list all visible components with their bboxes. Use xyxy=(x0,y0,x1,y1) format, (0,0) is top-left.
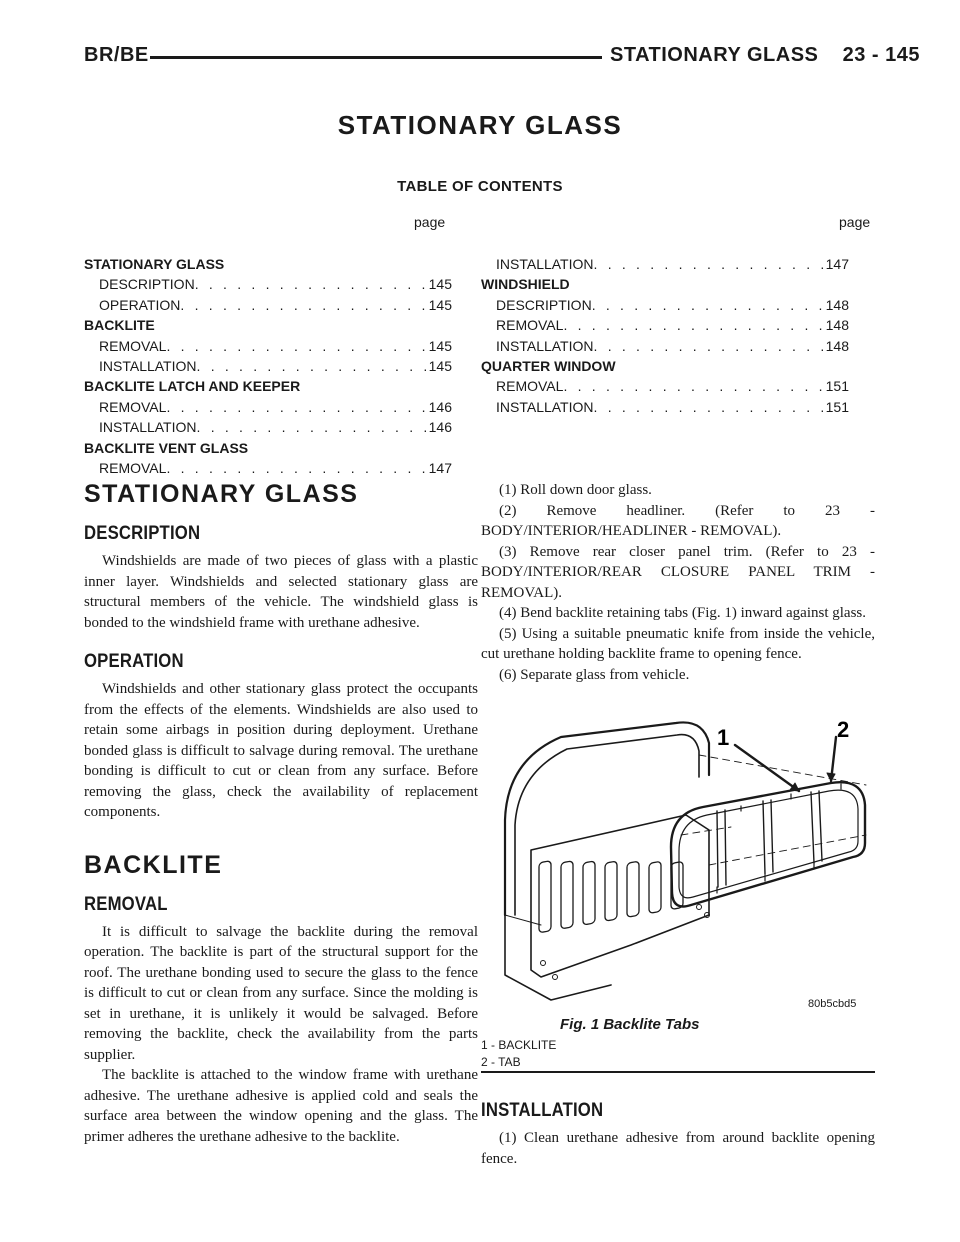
description-paragraph: Windshields are made of two pieces of glass with a plastic inner layer. Windshields and selected stationary glass are structural members of the vehicle. The windshield glass is bonded to the windshield frame with urethane adhesive. xyxy=(84,553,478,631)
installation-step: (1) Clean urethane adhesive from around backlite opening fence. xyxy=(481,1130,875,1167)
figure-legend-2: 2 - TAB xyxy=(481,1055,521,1069)
toc-column-right xyxy=(481,254,849,417)
removal-step: (6) Separate glass from vehicle. xyxy=(499,666,690,683)
toc-heading[interactable]: BACKLITE xyxy=(84,317,155,334)
toc-entry[interactable]: INSTALLATION . . . 147 xyxy=(481,254,849,274)
toc-entry[interactable]: REMOVAL . . . 146 xyxy=(84,397,452,417)
removal-step: (1) Roll down door glass. xyxy=(499,482,652,498)
toc-column-left xyxy=(84,254,452,478)
removal-paragraph-2: The backlite is attached to the window frame with urethane adhesive. The urethane adhesive is applied cold and seals the surface area between the window opening and the glass. The primer adheres the urethane adhesive to the backlite. xyxy=(84,1067,478,1145)
callout-1: 1 xyxy=(717,725,730,750)
figure-code: 80b5cbd5 xyxy=(808,998,857,1010)
body-column-right xyxy=(481,480,875,685)
toc-entry[interactable]: INSTALLATION . . . 151 xyxy=(481,397,849,417)
removal-step: (3) Remove rear closer panel trim. (Refer to 23 - BODY/INTERIOR/REAR CLOSURE PANEL TRIM - REMOVAL). xyxy=(481,543,875,601)
removal-step: (5) Using a suitable pneumatic knife from inside the vehicle, cut urethane holding backlite frame to opening fence. xyxy=(481,625,875,662)
figure-rule xyxy=(481,1071,875,1073)
toc-entry[interactable]: INSTALLATION . . . 145 xyxy=(84,356,452,376)
toc-entry[interactable]: OPERATION . . . 145 xyxy=(84,295,452,315)
subheading-removal: REMOVAL xyxy=(84,893,168,915)
removal-step: (2) Remove headliner. (Refer to 23 - BODY/INTERIOR/HEADLINER - REMOVAL). xyxy=(481,502,875,539)
toc-entry[interactable]: INSTALLATION . . . 148 xyxy=(481,336,849,356)
figure-caption: Fig. 1 Backlite Tabs xyxy=(560,1016,700,1033)
figure-legend-1: 1 - BACKLITE xyxy=(481,1038,557,1052)
page-title: STATIONARY GLASS xyxy=(337,110,623,140)
installation-block xyxy=(481,1100,875,1169)
callout-2: 2 xyxy=(837,717,850,742)
toc-page-label-right: page xyxy=(839,214,871,230)
toc-heading[interactable]: WINDSHIELD xyxy=(481,276,570,293)
subheading-operation: OPERATION xyxy=(84,651,184,672)
removal-paragraph-1: It is difficult to salvage the backlite during the removal operation. The backlite is part of the structural support for the roof. The urethane bonding used to secure the glass to the fence is difficult to cut or clean from any surface. Since the molding is set in urethane, it is unlikely it would be salvaged. Before removing the backlite, check the availability from the parts supplier. xyxy=(84,923,478,1063)
toc-page-label-left: page xyxy=(414,214,446,230)
toc-heading[interactable]: BACKLITE LATCH AND KEEPER xyxy=(84,378,301,395)
removal-step: (4) Bend backlite retaining tabs (Fig. 1) inward against glass. xyxy=(499,605,866,621)
backlite-tabs-figure xyxy=(481,715,875,1010)
toc-entry[interactable]: REMOVAL . . . 145 xyxy=(84,336,452,356)
header-rule xyxy=(150,56,602,59)
header-model: BR/BE xyxy=(84,44,149,66)
header-section-page: STATIONARY GLASS 23 - 145 xyxy=(610,44,920,66)
section-heading-backlite: BACKLITE xyxy=(84,850,223,879)
body-column-left xyxy=(84,480,478,1147)
toc-entry[interactable]: REMOVAL . . . 148 xyxy=(481,315,849,335)
toc-entry[interactable]: DESCRIPTION . . . 145 xyxy=(84,274,452,294)
section-heading-stationary-glass: STATIONARY GLASS xyxy=(84,480,359,508)
toc-heading[interactable]: BACKLITE VENT GLASS xyxy=(84,439,249,456)
toc-title: TABLE OF CONTENTS xyxy=(397,178,563,195)
toc-entry[interactable]: INSTALLATION . . . 146 xyxy=(84,417,452,437)
toc-entry[interactable]: REMOVAL . . . 151 xyxy=(481,376,849,396)
subheading-installation: INSTALLATION xyxy=(481,1100,604,1121)
toc-entry[interactable]: REMOVAL . . . 147 xyxy=(84,458,452,478)
toc-heading[interactable]: QUARTER WINDOW xyxy=(481,357,616,374)
toc-entry[interactable]: DESCRIPTION . . . 148 xyxy=(481,295,849,315)
toc-heading[interactable]: STATIONARY GLASS xyxy=(84,256,225,272)
subheading-description: DESCRIPTION xyxy=(84,523,201,544)
operation-paragraph: Windshields and other stationary glass protect the occupants from the effects of the elements. Windshields are also used to retain some airbags in position during deployment. Urethane bonded glass is difficult to salvage during removal. The urethane bonding is difficult to cut or clean from any surface. Before removing the glass, check the availability of replacement components. xyxy=(84,681,478,820)
